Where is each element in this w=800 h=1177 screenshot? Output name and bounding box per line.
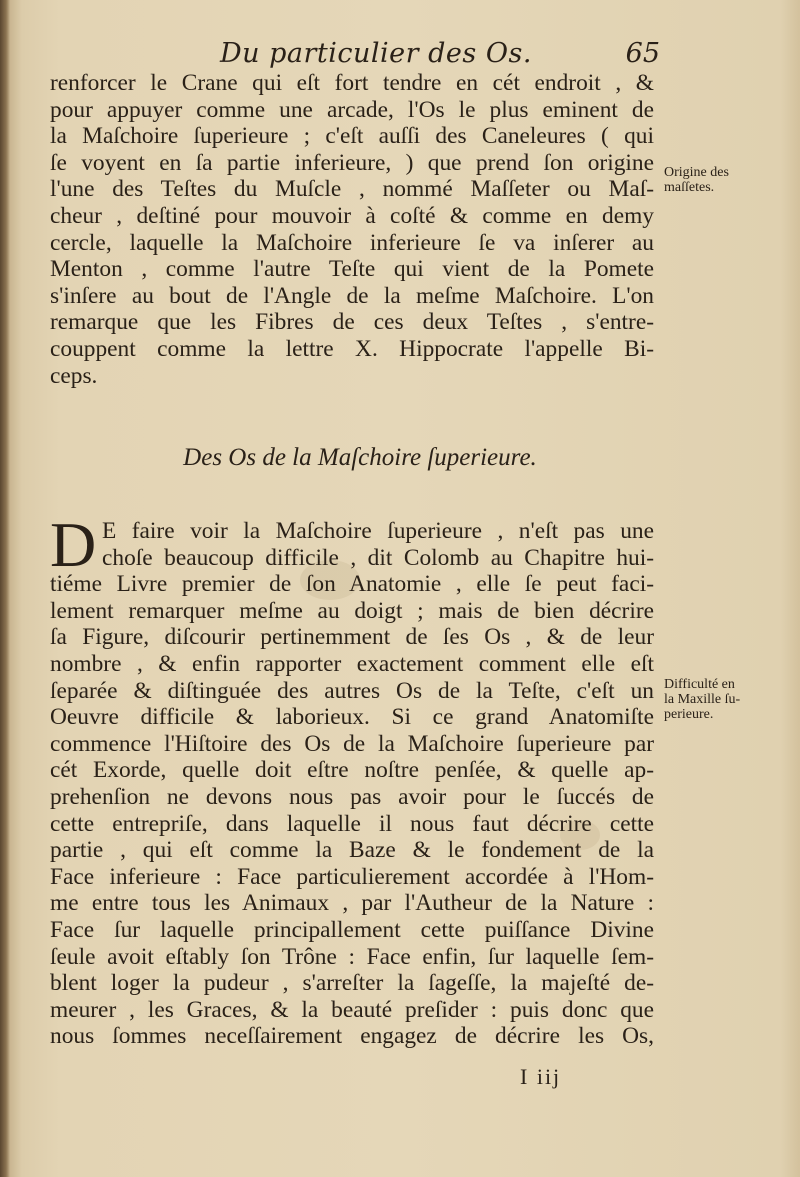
margin-note-line: perieure. (664, 707, 714, 722)
text-line: cét Exorde, quelle doit eſtre noſtre penſée, & quelle ap- (50, 757, 654, 784)
book-spine-shadow (0, 0, 10, 1177)
running-head: Du particulier des Os. (220, 38, 532, 69)
text-line: pour appuyer comme une arcade, l'Os le plus eminent de (50, 96, 654, 123)
text-line: me entre tous les Animaux , par l'Autheur de la Nature : (50, 890, 654, 917)
text-line: cette entrepriſe, dans laquelle il nous faut décrire cette (50, 810, 654, 837)
text-line: ſe voyent en ſa partie inferieure, ) que prend ſon origine (50, 149, 654, 176)
page-number: 65 (625, 38, 660, 69)
text-line: nous ſommes neceſſairement engagez de décrire les Os, (50, 1023, 654, 1050)
page-header (220, 38, 660, 74)
text-line: commence l'Hiſtoire des Os de la Maſchoire ſuperieure par (50, 730, 654, 757)
text-line: ſeparée & diſtinguée des autres Os de la Teſte, c'eſt un (50, 677, 654, 704)
text-line: cercle, laquelle la Maſchoire inferieure ſe va inſerer au (50, 229, 654, 256)
margin-note-line: Origine des (664, 165, 729, 180)
text-line: cheur , deſtiné pour mouvoir à coſté & comme en demy (50, 202, 654, 229)
text-line: meurer , les Graces, & la beauté preſider : puis donc que (50, 996, 654, 1023)
text-line: partie , qui eſt comme la Baze & le fondement de la (50, 837, 654, 864)
text-line: lement remarquer meſme au doigt ; mais de bien décrire (50, 597, 654, 624)
margin-note-line: maſſetes. (664, 180, 715, 195)
paragraph-continued (50, 70, 654, 389)
text-line: s'inſere au bout de l'Angle de la meſme Maſchoire. L'on (50, 282, 654, 309)
text-line: Face ſur laquelle principallement cette puiſſance Divine (50, 916, 654, 943)
text-line: la Maſchoire ſuperieure ; c'eſt auſſi des Caneleures ( qui (50, 123, 654, 150)
text-line: nombre , & enfin rapporter exactement comment elle eſt (50, 650, 654, 677)
margin-note-line: Difficulté en (664, 677, 735, 692)
drop-cap: D (50, 509, 97, 580)
text-line: couppent comme la lettre X. Hippocrate l'appelle Bi- (50, 335, 654, 362)
text-line: blent loger la pudeur , s'arreſter la ſageſſe, la majeſté de- (50, 970, 654, 997)
text-line: l'une des Teſtes du Muſcle , nommé Maſſeter ou Maſ- (50, 176, 654, 203)
text-line: tiéme Livre premier de ſon Anatomie , elle ſe peut faci- (50, 571, 654, 598)
text-line: renforcer le Crane qui eſt fort tendre en cét endroit , & (50, 70, 654, 96)
text-line: choſe beaucoup difficile , dit Colomb au Chapitre hui- (102, 544, 654, 571)
paragraph-main (50, 509, 654, 1050)
margin-note-origine (664, 165, 774, 195)
text-line: ſa Figure, diſcourir pertinemment de ſes Os , & de leur (50, 624, 654, 651)
text-line: Oeuvre difficile & laborieux. Si ce grand Anatomiſte (50, 704, 654, 731)
text-line: ceps. (50, 362, 98, 389)
margin-note-difficulte (664, 677, 774, 722)
text-line: ſeule avoit eſtably ſon Trône : Face enfin, ſur laquelle ſem- (50, 943, 654, 970)
text-line: prehenſion ne devons nous pas avoir pour le ſuccés de (50, 783, 654, 810)
signature-mark: I iij (520, 1064, 562, 1089)
text-line: Menton , comme l'autre Teſte qui vient de la Pomete (50, 256, 654, 283)
margin-note-line: la Maxille ſu- (664, 692, 741, 707)
text-line: Face inferieure : Face particulierement accordée à l'Hom- (50, 863, 654, 890)
text-line: remarque que les Fibres de ces deux Teſtes , s'entre- (50, 309, 654, 336)
section-title: Des Os de la Maſchoire ſuperieure. (183, 444, 537, 471)
text-line: E faire voir la Maſchoire ſuperieure , n'eſt pas une (102, 518, 654, 544)
